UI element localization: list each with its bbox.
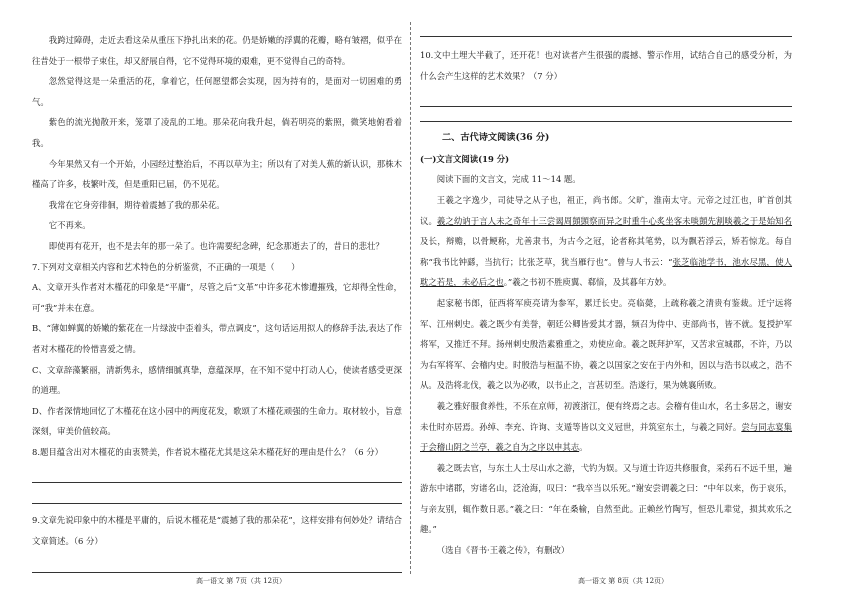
- answer-line: [32, 552, 402, 573]
- reading-paragraph-1: 我跨过障碍，走近去看这朵从重压下挣扎出来的花。仍是娇嫩的浮翼的花瓣，略有皱褶，似乎在往昔处于一根带子束住，却又舒展自得，它不觉得环境的艰难，更不觉得自己的奇特。: [32, 35, 402, 66]
- question-10: 10.文中土埋大半截了，还开花！也对读者产生很强的震撼、警示作用，试结合自己的感受分析，为什么会产生这样的艺术效果？（7 分）: [420, 50, 792, 81]
- reading-paragraph-7: 即使再有花开，也不是去年的那一朵了。也许需要纪念碑，纪念那逝去了的，昔日的悲壮？: [48, 240, 384, 251]
- answer-line: [420, 86, 792, 107]
- subsection-heading: (一)文言文阅读(19 分): [420, 153, 510, 164]
- classical-paragraph-4: [420, 458, 792, 540]
- answer-line: [32, 462, 402, 483]
- question-9: 9.文章先说印象中的木槿是平庸的，后说木槿花是“震撼了我的那朵花”，这样安排有何妙处？请结合文章简述。（6 分）: [32, 515, 402, 547]
- reading-paragraph-2: 忽然觉得这是一朵重活的花，拿着它，任何愿望都会实现，因为持有的，是面对一切困难的勇气。: [32, 76, 402, 107]
- answer-line: [420, 107, 792, 122]
- underlined-sentence: 羲之幼讷于言人未之奇年十三尝谒周顗顗察而异之时重牛心炙坐客未啖顗先割啖羲之于是始知名: [436, 215, 793, 226]
- question-8: 8.题目蕴含出对木槿花的由衷赞美，作者说木槿花尤其是这朵木槿花好的理由是什么？（6 分）: [32, 446, 383, 457]
- column-divider: [410, 22, 411, 574]
- question-7-option-d: D、作者深情地回忆了木槿花在这小园中的两度花发，歌颂了木槿花顽强的生命力。取材较小，旨意深刻，审美价值较高。: [32, 405, 402, 437]
- page-footer-left: 高一语文 第 7页（共 12页）: [196, 577, 287, 585]
- question-7-option-c: C、文章辞藻繁丽，清新隽永，感情细腻真挚，意蕴深厚，在不知不觉中打动人心，使读者感受更深的道理。: [32, 364, 402, 396]
- text-segment: 羲之雅好服食养性，不乐在京师，初渡浙江，便有终焉之志。会稽有佳山水，名士多居之，谢安未仕时亦居焉。孙绰、李充、许询、支遁等皆以文义冠世，并筑室东土，与羲之同好。: [420, 400, 792, 432]
- text-segment: 王羲之字逸少，司徒导之从子也，祖正，尚书郎。父旷，淮南太守。元帝之过江也，旷首创其议。: [420, 194, 792, 226]
- reading-instruction: 阅读下面的文言文，完成 11～14 题。: [436, 174, 581, 185]
- reading-paragraph-5: 我常在它身旁徘徊，期待着震撼了我的那朵花。: [48, 199, 225, 210]
- reading-paragraph-3: 紫色的流光抛散开来，笼罩了凌乱的工地。那朵花向我升起，倘若明亮的紫照，微笑地俯看着我。: [32, 117, 402, 148]
- reading-paragraph-6: 它不再来。: [48, 220, 91, 231]
- classical-paragraph-3: [420, 396, 792, 458]
- source-citation: （选自《晋书·王羲之传》，有删改）: [436, 545, 570, 556]
- question-7-option-a: A、文章开头作者对木槿花的印象是“平庸”，尽管之后“文革”中许多花木惨遭摧残，它却得全性命，可“我”并未在意。: [32, 282, 402, 313]
- text-segment: 。: [579, 442, 588, 453]
- text-segment: 。”羲之书初不胜庾翼、郗愔，及其暮年方妙。: [503, 277, 672, 288]
- text-segment: 及长，辩赡，以骨鲠称，尤善隶书，为古今之冠，论者称其笔势，以为飘若浮云，矫若惊龙。每自称“我书比钟繇，当抗行；比张芝草，犹当雁行也”。曾与人书云：“: [420, 236, 792, 267]
- underlined-sentence: 尝与同志宴集于会稽山阴之兰亭，羲之自为之序以申其志: [420, 421, 793, 453]
- question-7-option-b: B、“薄如蝉翼的娇嫩的紫花在一片绿波中歪着头，带点调皮”，这句话运用拟人的修辞手法,表达了作者对木槿花的怜惜喜爱之情。: [32, 323, 402, 354]
- section-heading: 二、古代诗文阅读(36 分): [442, 132, 550, 144]
- answer-line: [420, 24, 792, 37]
- underlined-sentence: 张芝临池学书，池水尽黑，使人耽之若是，未必后之也: [420, 256, 793, 288]
- reading-paragraph-4: 今年果然又有一个开始，小园经过整治后，不再以草为主；所以有了对美人蕉的新认识，那株木槿高了许多，枝繁叶茂，但是重阳已届，仍不见花。: [32, 158, 402, 190]
- text-segment: 起家秘书郎，征西将军庾亮请为参军，累迁长史。亮临薨，上疏称羲之清贵有鉴裁。迁宁远将军、江州刺史。羲之既少有美誉，朝廷公卿皆爱其才器，频召为侍中、吏部尚书，皆不就。复授护军将军，又推迁不拜。扬州刺史殷浩素雅重之，劝使应命。羲之既拜护军，又苦求宣城郡，不许，乃以为右军将军、会稽内史。时殷浩与桓温不协，羲之以国家之安在于内外和，因以与浩书以戒之，浩不从。及浩将北伐，羲之以为必败，以书止之，言甚切至。浩遂行，果为姚襄所败。: [420, 297, 792, 391]
- question-7: 7.下列对文章相关内容和艺术特色的分析鉴赏，不正确的一项是（ ）: [32, 261, 300, 272]
- classical-paragraph-1: [420, 190, 792, 293]
- text-segment: 羲之既去官，与东土人士尽山水之游，弋钓为娱。又与道士许迈共修服食，采药石不远千里，遍游东中诸郡，穷诸名山，泛沧海，叹曰：“我卒当以乐死。”谢安尝谓羲之曰：“中年以来，伤于哀乐，与亲友别，辄作数日恶。”羲之曰：“年在桑榆，自然至此。正赖丝竹陶写，恒恐儿辈觉，损其欢乐之趣。”: [420, 462, 792, 535]
- left-column: [32, 30, 402, 573]
- answer-line: [32, 483, 402, 504]
- page-footer-right: 高一语文 第 8页（共 12页）: [578, 577, 669, 585]
- right-column: [420, 30, 792, 561]
- classical-paragraph-2: [420, 293, 792, 396]
